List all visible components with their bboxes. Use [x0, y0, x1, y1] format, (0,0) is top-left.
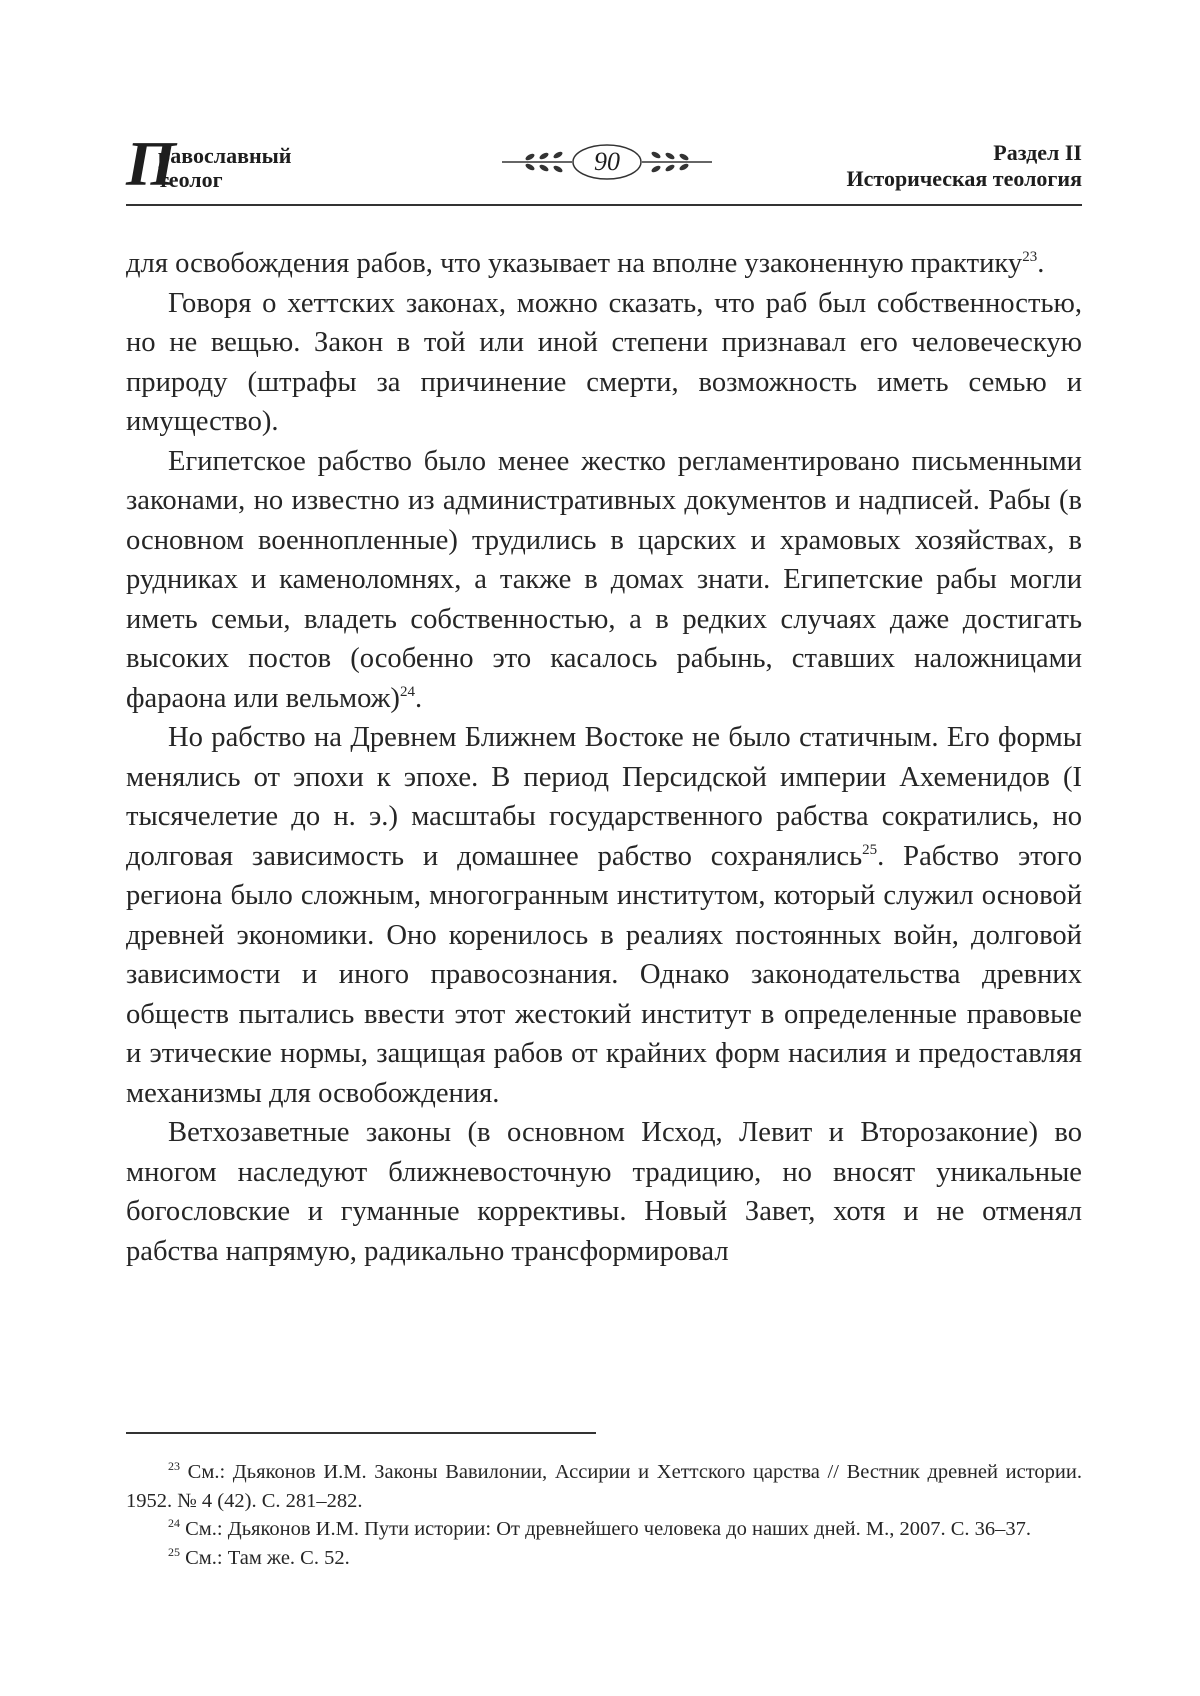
paragraph: Говоря о хеттских законах, можно сказать, что раб был собственностью, но не вещью. Закон в той или иной степени признавал его человеческую природу (штрафы за причинение смерти, возможность иметь семью и имущество).: [126, 287, 1082, 437]
footnote-ref[interactable]: 24: [399, 683, 415, 700]
logo-line-2: теолог: [158, 167, 223, 192]
page-number-ornament: [502, 142, 712, 182]
footnote: $^{24}$ См.: Дьяконов И.М. Пути истории: От древнейшего человека до наших дней. М., 2007. С. 36–37.: [168, 1516, 1032, 1540]
footnote-number: 25: [168, 1544, 180, 1559]
footnote: $^{23}$ См.: Дьяконов И.М. Законы Вавилонии, Ассирии и Хеттского царства // Вестник древней истории. 1952. № 4 (42). С. 281–282.: [126, 1459, 1082, 1512]
logo-text: [158, 144, 291, 192]
section-title: Историческая теология: [846, 166, 1082, 191]
footnote-ref[interactable]: 23: [1022, 249, 1038, 265]
footnote: $^{25}$ См.: Там же. С. 52.: [168, 1544, 350, 1569]
footnote-number: 24: [168, 1516, 180, 1530]
logo-line-1: равославный: [158, 143, 292, 168]
header-divider: [126, 204, 1082, 206]
page-number: 90: [594, 147, 620, 176]
logo-initial: П: [126, 128, 176, 199]
paragraph: Но рабство на Древнем Ближнем Востоке не было статичным. Его формы менялись от эпохи к эпохе. В период Персидской империи Ахеменидов (I тысячелетие до н. э.) масштабы государственного рабства сократились, но долговая зависимость и домашнее рабство сохранялись$^{25}$. Рабство этого региона было сложным, многогранным институтом, который служил основой древней экономики. Оно коренилось в реалиях постоянных войн, долговой зависимости и иного правосознания. Однако законодательства древних обществ пытались ввести этот жестокий институт в определенные правовые и этические нормы, защищая рабов от крайних форм насилия и предоставляя механизмы для освобождения.: [126, 722, 1082, 1109]
footnote-ref[interactable]: 25: [862, 841, 878, 858]
paragraph: для освобождения рабов, что указывает на вполне узаконенную практику$^{23}$.: [126, 248, 1045, 279]
page-header: [126, 128, 1082, 206]
section-info: [847, 140, 1082, 192]
footnotes: [126, 1458, 1082, 1572]
main-text: [126, 244, 1082, 1271]
footnote-divider: [126, 1432, 596, 1434]
section-label: Раздел II: [993, 140, 1082, 165]
footnote-number: 23: [168, 1459, 180, 1473]
paragraph: Ветхозаветные законы (в основном Исход, Левит и Второзаконие) во многом наследуют ближневосточную традицию, но вносят уникальные богословские и гуманные коррективы. Новый Завет, хотя и не отменял рабства напрямую, радикально трансформировал: [126, 1117, 1082, 1267]
paragraph: Египетское рабство было менее жестко регламентировано письменными законами, но известно из административных документов и надписей. Рабы (в основном военнопленные) трудились в царских и храмовых хозяйствах, в рудниках и каменоломнях, а также в домах знати. Египетские рабы могли иметь семьи, владеть собственностью, а в редких случаях даже достигать высоких постов (особенно это касалось рабынь, ставших наложницами фараона или вельмож)$^{24}$.: [126, 445, 1082, 714]
